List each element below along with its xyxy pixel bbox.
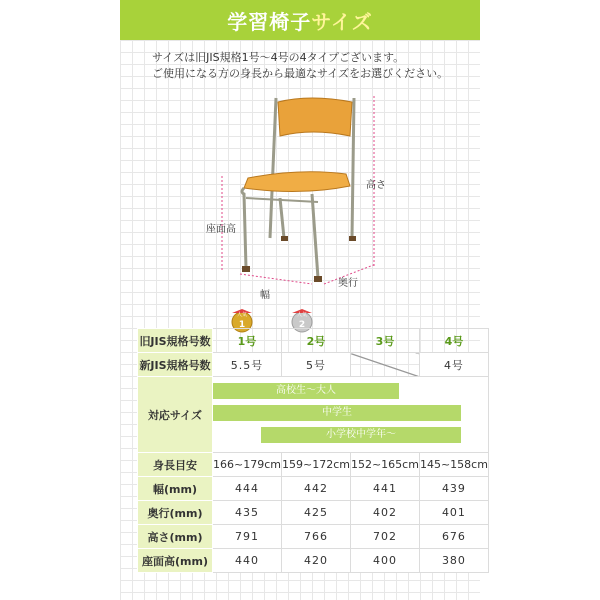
badge-top-text: 人気: [236, 312, 248, 318]
table-row-width: [138, 477, 489, 501]
depth-cell: 401: [419, 501, 488, 525]
chair-seat: [244, 172, 350, 192]
intro-text: [152, 50, 448, 82]
new-jis-empty-cell: [350, 353, 419, 377]
size-spec-table: [137, 328, 489, 573]
chair-diagram: [200, 88, 400, 298]
new-jis-cell: 5号: [281, 353, 350, 377]
target-bar-elementary: 小学校中学年〜: [261, 427, 461, 443]
seat-height-cell: 380: [419, 549, 488, 573]
new-jis-cell: 4号: [419, 353, 488, 377]
chair-seat-rail: [246, 198, 318, 202]
chair-foot: [314, 276, 322, 282]
target-bar-high-school-adult: 高校生〜大人: [213, 383, 399, 399]
width-label: 幅: [260, 290, 270, 301]
chair-foot: [349, 236, 356, 241]
row-header-depth: 奥行(mm): [138, 501, 213, 525]
table-row-target: [138, 377, 489, 453]
badge-rank-text: 1: [238, 320, 246, 330]
row-header-new-jis: 新JIS規格号数: [138, 353, 213, 377]
chair-foot: [281, 236, 288, 241]
chair-frame-back-right: [352, 98, 354, 238]
depth-cell: 435: [213, 501, 282, 525]
badge-rank-text: 2: [298, 320, 306, 330]
height-guide-cell: 145~158cm: [419, 453, 488, 477]
height-label: 高さ: [366, 180, 386, 191]
title-main: 学習椅子: [227, 9, 312, 34]
depth-cell: 402: [350, 501, 419, 525]
table-row-seat-height: [138, 549, 489, 573]
table-row-depth: [138, 501, 489, 525]
row-header-height-guide: 身長目安: [138, 453, 213, 477]
intro-line-2: ご使用になる方の身長から最適なサイズをお選びください。: [152, 67, 449, 80]
old-jis-cell: 3号: [350, 329, 419, 353]
width-cell: 444: [213, 477, 282, 501]
seat-height-label: 座面高: [206, 224, 236, 235]
width-cell: 439: [419, 477, 488, 501]
height-guide-cell: 152~165cm: [350, 453, 419, 477]
height-guide-cell: 159~172cm: [281, 453, 350, 477]
intro-line-1: サイズは旧JIS規格1号〜4号の4タイプございます。: [152, 51, 405, 64]
seat-height-cell: 440: [213, 549, 282, 573]
seat-height-cell: 400: [350, 549, 419, 573]
title-banner: [120, 0, 480, 40]
height-guide-cell: 166~179cm: [213, 453, 282, 477]
old-jis-cell: 2号: [281, 329, 350, 353]
chair-leg-back-left: [280, 198, 284, 238]
target-bar-junior-high: 中学生: [213, 405, 461, 421]
badge-top-text: 人気: [296, 312, 308, 318]
chair-leg-front-right: [312, 194, 318, 278]
height-cell: 702: [350, 525, 419, 549]
table-row-new-jis: [138, 353, 489, 377]
title-accent: サイズ: [311, 9, 373, 34]
seat-height-cell: 420: [281, 549, 350, 573]
row-header-height: 高さ(mm): [138, 525, 213, 549]
chair-frame-back-left: [270, 98, 276, 238]
height-cell: 791: [213, 525, 282, 549]
depth-label: 奥行: [338, 278, 358, 289]
height-cell: 766: [281, 525, 350, 549]
table-row-height: [138, 525, 489, 549]
table-row-height-guide: [138, 453, 489, 477]
row-header-old-jis: 旧JIS規格号数: [138, 329, 213, 353]
chair-leg-front-left: [242, 188, 246, 268]
chair-backrest: [278, 98, 352, 136]
new-jis-cell: 5.5号: [213, 353, 282, 377]
width-cell: 442: [281, 477, 350, 501]
old-jis-cell: 1号: [213, 329, 282, 353]
chair-foot: [242, 266, 250, 272]
row-header-seat-height: 座面高(mm): [138, 549, 213, 573]
old-jis-cell: 4号: [419, 329, 488, 353]
table-row-old-jis: [138, 329, 489, 353]
target-bars-cell: [213, 377, 489, 453]
height-cell: 676: [419, 525, 488, 549]
width-cell: 441: [350, 477, 419, 501]
depth-cell: 425: [281, 501, 350, 525]
row-header-target: 対応サイズ: [138, 377, 213, 453]
row-header-width: 幅(mm): [138, 477, 213, 501]
width-dimension-line: [240, 274, 312, 284]
